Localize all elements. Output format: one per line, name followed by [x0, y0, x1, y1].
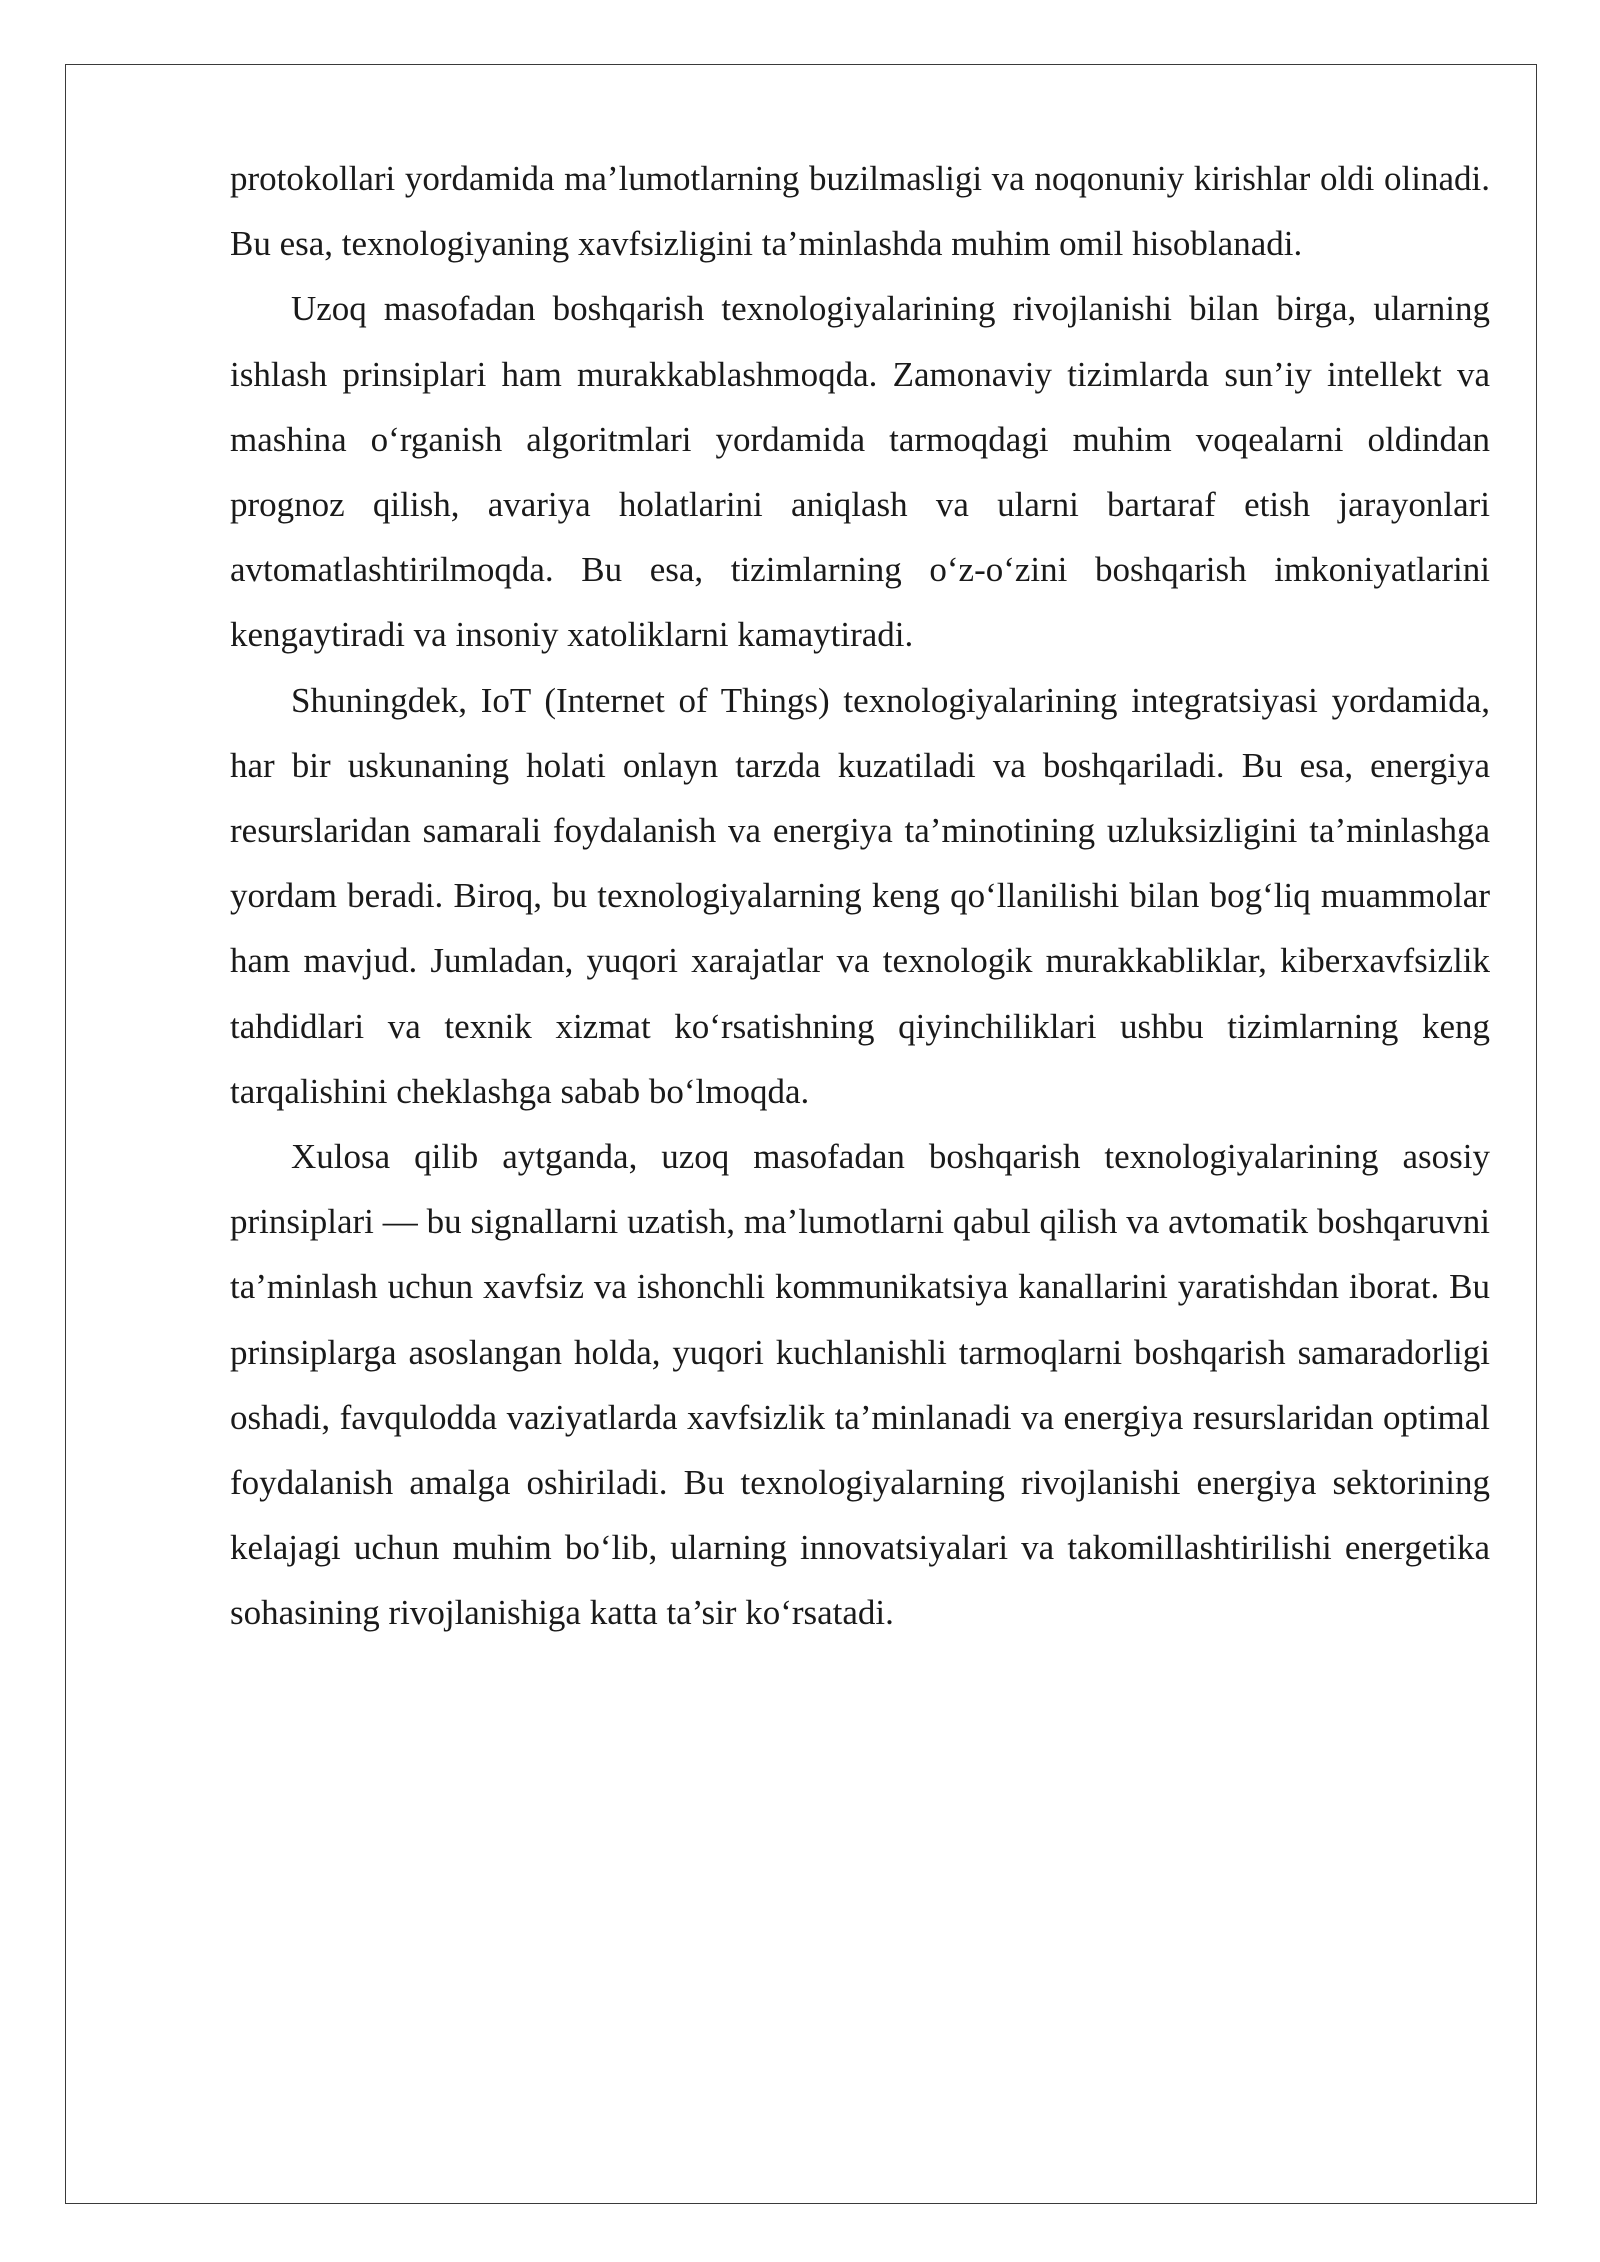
paragraph-iot-integration: Shuningdek, IoT (Internet of Things) texnologiyalarining integratsiyasi yordamida, har bir uskunaning holati onlayn tarzda kuzatiladi va boshqariladi. Bu esa, energiya resurslaridan samarali foydalanish va energiya ta’minotining uzluksizligini ta’minlashga yordam beradi. Biroq, bu texnologiyalarning keng qo‘llanilishi bilan bog‘liq muammolar ham mavjud. Jumladan, yuqori xarajatlar va texnologik murakkabliklar, kiberxavfsizlik tahdidlari va texnik xizmat ko‘rsatishning qiyinchiliklari ushbu tizimlarning keng tarqalishini cheklashga sabab bo‘lmoqda. [230, 680, 1490, 1111]
paragraph-conclusion: Xulosa qilib aytganda, uzoq masofadan boshqarish texnologiyalarining asosiy prinsiplari — bu signallarni uzatish, ma’lumotlarni qabul qilish va avtomatik boshqaruvni ta’minlash uchun xavfsiz va ishonchli kommunikatsiya kanallarini yaratishdan iborat. Bu prinsiplarga asoslangan holda, yuqori kuchlanishli tarmoqlarni boshqarish samaradorligi oshadi, favqulodda vaziyatlarda xavfsizlik ta’minlanadi va energiya resurslaridan optimal foydalanish amalga oshiriladi. Bu texnologiyalarning rivojlanishi energiya sektorining kelajagi uchun muhim bo‘lib, ularning innovatsiyalari va takomillashtirilishi energetika sohasining rivojlanishiga katta ta’sir ko‘rsatadi. [230, 1137, 1490, 1633]
paragraph-continued: protokollari yordamida ma’lumotlarning buzilmasligi va noqonuniy kirishlar oldi olinadi. Bu esa, texnologiyaning xavfsizligini ta’minlashda muhim omil hisoblanadi. [230, 159, 1490, 264]
document-body [230, 146, 1490, 1646]
paragraph-remote-control-development: Uzoq masofadan boshqarish texnologiyalarining rivojlanishi bilan birga, ularning ishlash prinsiplari ham murakkablashmoqda. Zamonaviy tizimlarda sun’iy intellekt va mashina o‘rganish algoritmlari yordamida tarmoqdagi muhim voqealarni oldindan prognoz qilish, avariya holatlarini aniqlash va ularni bartaraf etish jarayonlari avtomatlashtirilmoqda. Bu esa, tizimlarning o‘z-o‘zini boshqarish imkoniyatlarini kengaytiradi va insoniy xatoliklarni kamaytiradi. [230, 289, 1490, 655]
